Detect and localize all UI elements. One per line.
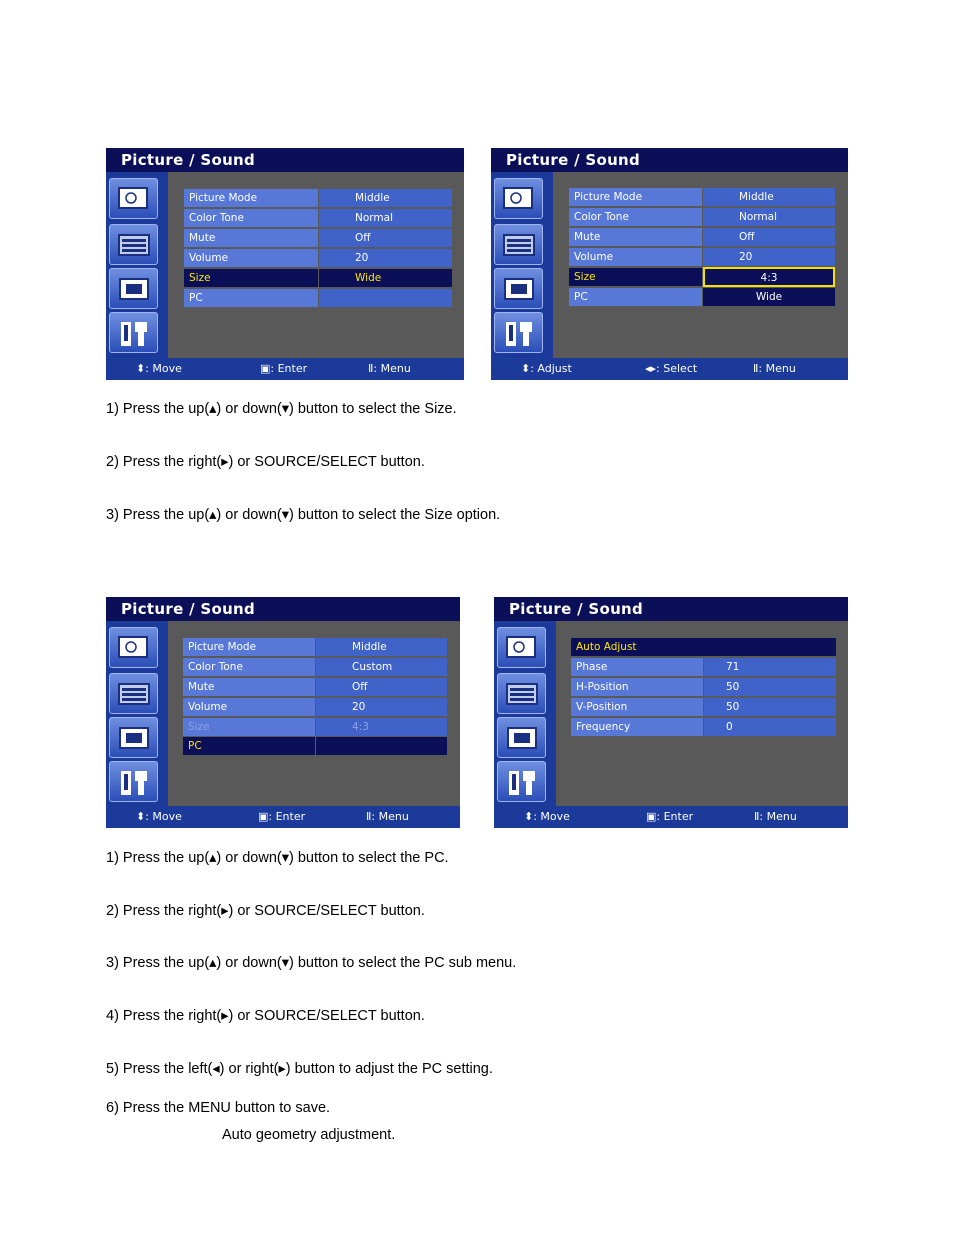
osd-footer — [106, 806, 460, 828]
row-label[interactable]: Frequency — [571, 718, 703, 736]
picture-icon[interactable] — [109, 178, 158, 219]
osd-sidebar — [494, 621, 556, 806]
osd-menu-2 — [491, 148, 848, 380]
row-value-selected[interactable] — [316, 737, 447, 755]
screen-icon[interactable] — [494, 268, 543, 309]
osd-menu-4 — [494, 597, 848, 828]
setup-icon[interactable] — [109, 312, 158, 353]
size-option-next[interactable]: Wide — [703, 288, 835, 306]
sound-icon[interactable] — [497, 673, 546, 714]
row-value[interactable]: 20 — [319, 249, 452, 267]
picture-icon[interactable] — [494, 178, 543, 219]
up-down-icon: ⬍ — [524, 810, 534, 823]
footer-menu: Ⅱ: Menu — [753, 362, 796, 375]
up-down-icon: ⬍ — [136, 810, 146, 823]
osd-sidebar — [491, 172, 553, 358]
row-label[interactable]: Color Tone — [184, 209, 318, 227]
auto-adjust-row[interactable]: Auto Adjust — [571, 638, 836, 656]
setup-icon[interactable] — [494, 312, 543, 353]
sound-icon[interactable] — [109, 224, 158, 265]
picture-icon[interactable] — [109, 627, 158, 668]
footer-move: ⬍: Move — [136, 810, 182, 823]
row-value[interactable]: Normal — [703, 208, 835, 226]
footer-enter: ▣: Enter — [646, 810, 694, 823]
row-label[interactable]: Volume — [569, 248, 702, 266]
row-label[interactable]: Volume — [183, 698, 315, 716]
row-value[interactable]: Normal — [319, 209, 452, 227]
row-value[interactable]: Off — [316, 678, 447, 696]
footer-move: ⬍: Move — [524, 810, 570, 823]
menu-icon: Ⅱ — [754, 810, 760, 823]
size-option-box[interactable]: 4:3 — [703, 267, 835, 287]
row-value[interactable]: 20 — [316, 698, 447, 716]
row-label[interactable]: Mute — [569, 228, 702, 246]
menu-icon: Ⅱ — [368, 362, 374, 375]
footer-select: ◂▸: Select — [645, 362, 698, 375]
row-value[interactable]: Off — [703, 228, 835, 246]
osd-footer — [491, 358, 848, 380]
osd-menu-3 — [106, 597, 460, 828]
footer-menu: Ⅱ: Menu — [754, 810, 797, 823]
row-label[interactable]: PC — [184, 289, 318, 307]
row-label[interactable]: Phase — [571, 658, 703, 676]
osd-sidebar — [106, 172, 168, 358]
footer-menu: Ⅱ: Menu — [368, 362, 411, 375]
step-text: 3) Press the up(▴) or down(▾) button to select the PC sub menu. — [106, 955, 517, 971]
row-label[interactable]: Picture Mode — [183, 638, 315, 656]
row-label[interactable]: V-Position — [571, 698, 703, 716]
step-text: 2) Press the right(▸) or SOURCE/SELECT button. — [106, 454, 425, 470]
sound-icon[interactable] — [494, 224, 543, 265]
step-text: 4) Press the right(▸) or SOURCE/SELECT button. — [106, 1008, 425, 1024]
footer-enter: ▣: Enter — [260, 362, 308, 375]
step-text: 2) Press the right(▸) or SOURCE/SELECT button. — [106, 903, 425, 919]
sound-icon[interactable] — [109, 673, 158, 714]
row-value-selected[interactable]: Wide — [319, 269, 452, 287]
osd-sidebar — [106, 621, 168, 806]
row-label-selected[interactable]: Size — [184, 269, 318, 287]
up-down-icon: ⬍ — [521, 362, 531, 375]
row-label-selected[interactable]: PC — [183, 737, 315, 755]
row-value[interactable]: 20 — [703, 248, 835, 266]
footer-move: ⬍: Move — [136, 362, 182, 375]
left-right-icon: ◂▸ — [645, 362, 657, 375]
screen-icon[interactable] — [109, 717, 158, 758]
step-text: 5) Press the left(◂) or right(▸) button to adjust the PC setting. — [106, 1061, 493, 1077]
step-text: 6) Press the MENU button to save. — [106, 1100, 331, 1116]
footer-menu: Ⅱ: Menu — [366, 810, 409, 823]
step-text: 1) Press the up(▴) or down(▾) button to select the Size. — [106, 401, 457, 417]
row-label[interactable]: Picture Mode — [569, 188, 702, 206]
menu-icon: Ⅱ — [366, 810, 372, 823]
screen-icon[interactable] — [497, 717, 546, 758]
row-label-disabled: Size — [183, 718, 315, 736]
row-value[interactable]: Off — [319, 229, 452, 247]
row-value[interactable]: Middle — [316, 638, 447, 656]
row-value[interactable]: Middle — [703, 188, 835, 206]
enter-icon: ▣ — [258, 810, 269, 823]
footer-enter: ▣: Enter — [258, 810, 306, 823]
row-value[interactable] — [319, 289, 452, 307]
row-value[interactable]: Custom — [316, 658, 447, 676]
up-down-icon: ⬍ — [136, 362, 146, 375]
osd-menu-1 — [106, 148, 464, 380]
auto-adjust-note: Auto geometry adjustment. — [222, 1127, 396, 1143]
row-value[interactable]: 50 — [704, 698, 836, 716]
row-label[interactable]: PC — [569, 288, 702, 306]
menu-icon: Ⅱ — [753, 362, 759, 375]
row-value[interactable]: 71 — [704, 658, 836, 676]
step-text: 1) Press the up(▴) or down(▾) button to select the PC. — [106, 850, 449, 866]
osd-title: Picture / Sound — [106, 597, 460, 621]
step-text: 3) Press the up(▴) or down(▾) button to select the Size option. — [106, 507, 501, 523]
screen-icon[interactable] — [109, 268, 158, 309]
row-label[interactable]: Volume — [184, 249, 318, 267]
row-value[interactable]: Middle — [319, 189, 452, 207]
row-value[interactable]: 50 — [704, 678, 836, 696]
setup-icon[interactable] — [109, 761, 158, 802]
picture-icon[interactable] — [497, 627, 546, 668]
osd-footer — [106, 358, 464, 380]
row-value[interactable]: 0 — [704, 718, 836, 736]
row-label[interactable]: H-Position — [571, 678, 703, 696]
enter-icon: ▣ — [646, 810, 657, 823]
row-label[interactable]: Color Tone — [183, 658, 315, 676]
row-value-disabled: 4:3 — [316, 718, 447, 736]
setup-icon[interactable] — [497, 761, 546, 802]
row-label[interactable]: Mute — [184, 229, 318, 247]
footer-adjust: ⬍: Adjust — [521, 362, 572, 375]
row-label[interactable]: Picture Mode — [184, 189, 318, 207]
osd-footer — [494, 806, 848, 828]
row-label-selected[interactable]: Size — [569, 268, 702, 286]
osd-title: Picture / Sound — [491, 148, 848, 172]
osd-title: Picture / Sound — [494, 597, 848, 621]
row-label[interactable]: Color Tone — [569, 208, 702, 226]
osd-title: Picture / Sound — [106, 148, 464, 172]
row-label[interactable]: Mute — [183, 678, 315, 696]
enter-icon: ▣ — [260, 362, 271, 375]
